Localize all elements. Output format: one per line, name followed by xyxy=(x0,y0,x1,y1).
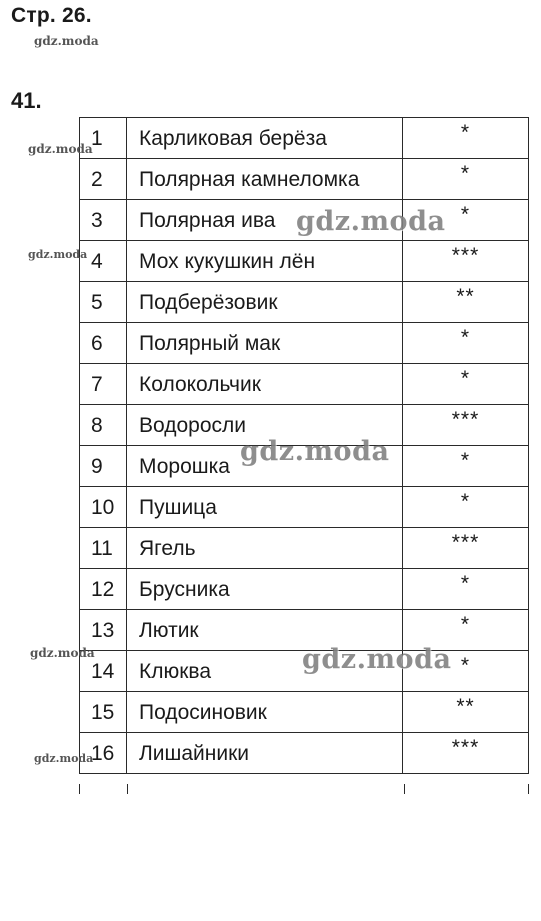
species-name: Полярная камнеломка xyxy=(127,159,403,200)
table-row xyxy=(80,446,529,487)
row-number: 8 xyxy=(80,405,127,446)
watermark-large: gdz.moda xyxy=(240,436,390,467)
watermark-large: gdz.moda xyxy=(302,644,452,675)
table-row xyxy=(80,733,529,774)
species-name: Лютик xyxy=(127,610,403,651)
species-name: Подосиновик xyxy=(127,692,403,733)
species-name: Лишайники xyxy=(127,733,403,774)
species-name: Клюква xyxy=(127,651,403,692)
watermark-small: gdz.moda xyxy=(30,646,95,660)
asterisk-mark: * xyxy=(403,610,529,651)
table-row xyxy=(80,528,529,569)
row-number: 14 xyxy=(80,651,127,692)
asterisk-mark: *** xyxy=(403,405,529,446)
species-name: Мох кукушкин лён xyxy=(127,241,403,282)
table-row xyxy=(80,405,529,446)
species-table xyxy=(79,117,529,774)
row-number: 16 xyxy=(80,733,127,774)
species-name: Полярный мак xyxy=(127,323,403,364)
asterisk-mark: * xyxy=(403,323,529,364)
table-row xyxy=(80,200,529,241)
asterisk-mark: * xyxy=(403,446,529,487)
table-row xyxy=(80,323,529,364)
asterisk-mark: *** xyxy=(403,241,529,282)
asterisk-mark: * xyxy=(403,118,529,159)
watermark-small: gdz.moda xyxy=(34,34,99,48)
row-number: 3 xyxy=(80,200,127,241)
table-body xyxy=(80,118,529,774)
species-name: Колокольчик xyxy=(127,364,403,405)
row-number: 2 xyxy=(80,159,127,200)
watermark-small: gdz.moda xyxy=(34,752,94,765)
page-heading: Стр. 26. xyxy=(11,4,92,27)
asterisk-mark: ** xyxy=(403,282,529,323)
species-name: Морошка xyxy=(127,446,403,487)
species-name: Подберёзовик xyxy=(127,282,403,323)
asterisk-mark: * xyxy=(403,569,529,610)
species-name: Полярная ива xyxy=(127,200,403,241)
table-tail-divider xyxy=(127,784,405,794)
row-number: 13 xyxy=(80,610,127,651)
table-row xyxy=(80,692,529,733)
row-number: 7 xyxy=(80,364,127,405)
row-number: 9 xyxy=(80,446,127,487)
table-row xyxy=(80,610,529,651)
asterisk-mark: * xyxy=(403,651,529,692)
task-number: 41. xyxy=(11,88,42,113)
table-row xyxy=(80,118,529,159)
table-tail xyxy=(79,784,529,794)
table-row xyxy=(80,282,529,323)
row-number: 12 xyxy=(80,569,127,610)
watermark-small: gdz.moda xyxy=(28,248,88,261)
watermark-small: gdz.moda xyxy=(28,142,93,156)
row-number: 4 xyxy=(80,241,127,282)
row-number: 5 xyxy=(80,282,127,323)
species-name: Ягель xyxy=(127,528,403,569)
asterisk-mark: *** xyxy=(403,528,529,569)
table-row xyxy=(80,364,529,405)
asterisk-mark: * xyxy=(403,487,529,528)
species-name: Карликовая берёза xyxy=(127,118,403,159)
table-row xyxy=(80,569,529,610)
table-row xyxy=(80,487,529,528)
row-number: 15 xyxy=(80,692,127,733)
asterisk-mark: *** xyxy=(403,733,529,774)
watermark-large: gdz.moda xyxy=(296,206,446,237)
table-row xyxy=(80,159,529,200)
row-number: 10 xyxy=(80,487,127,528)
asterisk-mark: * xyxy=(403,200,529,241)
row-number: 11 xyxy=(80,528,127,569)
table-row xyxy=(80,241,529,282)
table-row xyxy=(80,651,529,692)
species-name: Пушица xyxy=(127,487,403,528)
asterisk-mark: * xyxy=(403,159,529,200)
species-name: Брусника xyxy=(127,569,403,610)
row-number: 6 xyxy=(80,323,127,364)
row-number: 1 xyxy=(80,118,127,159)
species-name: Водоросли xyxy=(127,405,403,446)
asterisk-mark: * xyxy=(403,364,529,405)
asterisk-mark: ** xyxy=(403,692,529,733)
